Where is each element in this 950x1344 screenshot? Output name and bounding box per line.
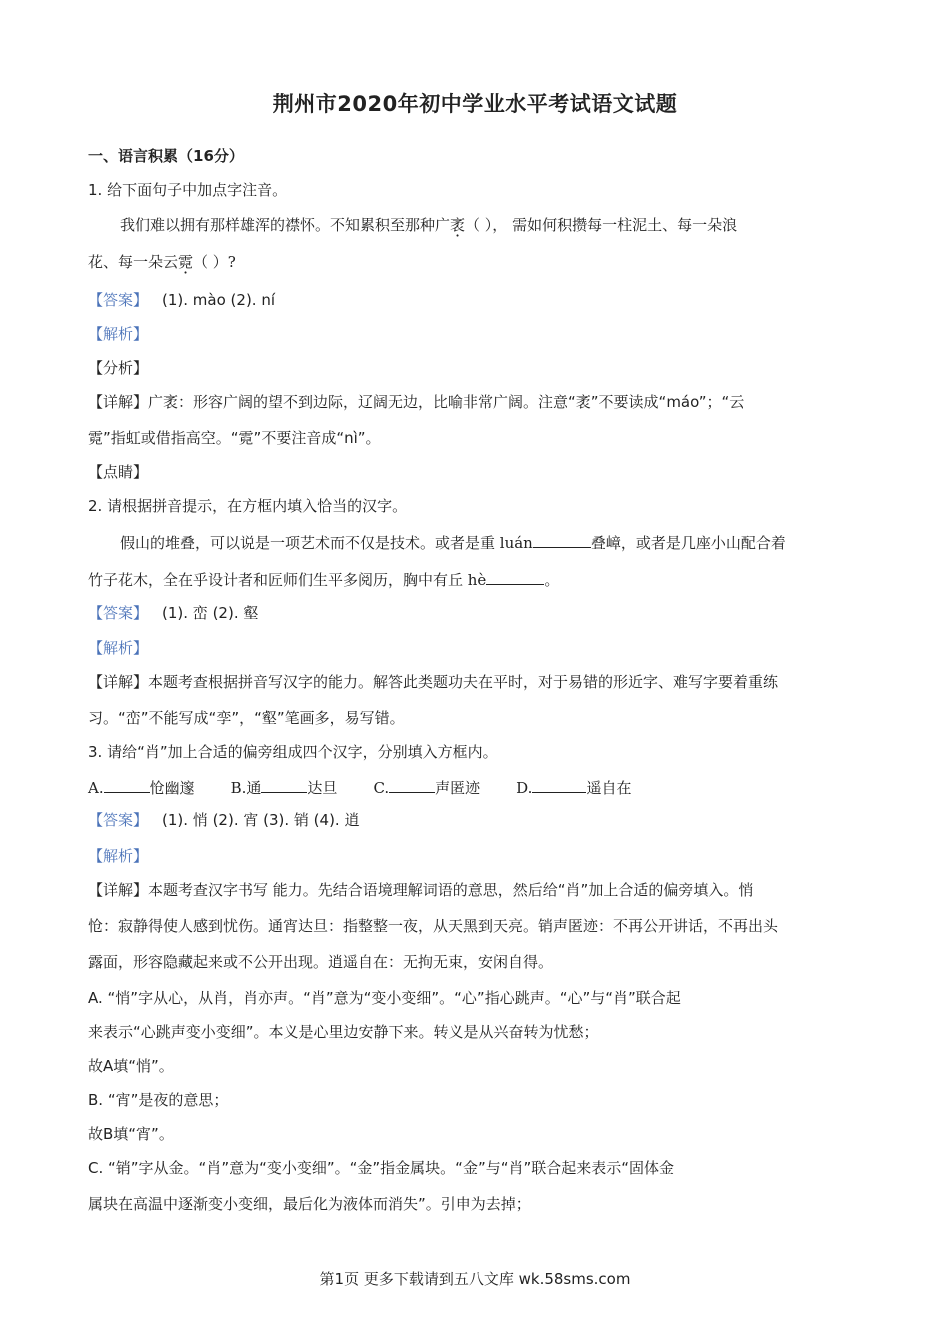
q1-detail-line2: 霓”指虹或借指高空。“霓”不要注音成“nì”。 [88, 429, 381, 447]
q2-jiexi-tag: 【解析】 [88, 639, 149, 657]
dotted-char-1: 袤 [450, 216, 466, 234]
answer-tag: 【答案】 [88, 291, 149, 309]
q3-b-line1: B. “宵”是夜的意思； [88, 1091, 229, 1109]
q1-answer: 【答案】 (1). mào (2). ní [88, 291, 276, 309]
q3-stem: 3. 请给“肖”加上合适的偏旁组成四个汉字，分别填入方框内。 [88, 743, 498, 761]
q2-answer: 【答案】 (1). 峦 (2). 壑 [88, 604, 259, 622]
q2-stem: 2. 请根据拼音提示，在方框内填入恰当的汉字。 [88, 497, 408, 515]
fill-blank-2 [486, 568, 544, 585]
q3-jiexi-tag: 【解析】 [88, 847, 149, 865]
q3-detail-line3: 露面，形容隐藏起来或不公开出现。逍遥自在：无拘无束，安闲自得。 [88, 953, 554, 971]
q1-stem: 1. 给下面句子中加点字注音。 [88, 181, 288, 199]
q1-passage-line2: 花、每一朵云霓（ ）? [88, 253, 236, 271]
option-b: B.通 达旦 [231, 779, 338, 797]
q3-detail-line1: 【详解】本题考查汉字书写 能力。先结合语境理解词语的意思，然后给“肖”加上合适的偏旁填入。悄 [88, 881, 754, 899]
q3-answer: 【答案】 (1). 悄 (2). 宵 (3). 销 (4). 逍 [88, 811, 360, 829]
q3-a-line1: A. “悄”字从心，从肖，肖亦声。“肖”意为“变小变细”。“心”指心跳声。“心”与“肖”联合起 [88, 989, 681, 1007]
q1-dianjing: 【点睛】 [88, 463, 149, 481]
q2-passage-line2: 竹子花木，全在乎设计者和匠师们生平多阅历，胸中有丘 hè 。 [88, 568, 559, 590]
dotted-char-2: 霓 [178, 253, 194, 271]
q3-c-line1: C. “销”字从金。“肖”意为“变小变细”。“金”指金属块。“金”与“肖”联合起来表示“固体金 [88, 1159, 675, 1177]
q3-b-line2: 故B填“宵”。 [88, 1125, 174, 1143]
q3-c-line2: 属块在高温中逐渐变小变细，最后化为液体而消失”。引申为去掉； [88, 1195, 531, 1213]
q2-passage-line1: 假山的堆叠，可以说是一项艺术而不仅是技术。或者是重 luán 叠嶂，或者是几座小山配合着 [120, 531, 786, 553]
q3-a-line3: 故A填“悄”。 [88, 1057, 174, 1075]
q3-detail-line2: 怆：寂静得使人感到忧伤。通宵达旦：指整整一夜，从天黑到天亮。销声匿迹：不再公开讲话，不再出头 [88, 917, 779, 935]
q3-options [88, 776, 631, 798]
q2-detail-line2: 习。“峦”不能写成“孪”，“壑”笔画多，易写错。 [88, 709, 405, 727]
q1-passage-line1: 我们难以拥有那样雄浑的襟怀。不知累积至那种广袤（ ）， 需如何积攒每一柱泥土、每一朵浪 [120, 216, 738, 234]
page-footer: 第1页 更多下载请到五八文库 wk.58sms.com [319, 1270, 631, 1288]
q1-fenxi: 【分析】 [88, 359, 149, 377]
section-heading: 一、语言积累（16分） [88, 147, 244, 165]
q3-a-line2: 来表示“心跳声变小变细”。本义是心里边安静下来。转义是从兴奋转为忧愁； [88, 1023, 599, 1041]
page-title: 荆州市2020年初中学业水平考试语文试题 [272, 92, 678, 116]
answer-tag: 【答案】 [88, 604, 149, 622]
option-a: A. 怆幽邃 [88, 779, 195, 797]
answer-tag: 【答案】 [88, 811, 149, 829]
option-c: C. 声匿迹 [373, 779, 480, 797]
q1-jiexi-tag: 【解析】 [88, 325, 149, 343]
q1-detail-line1: 【详解】广袤：形容广阔的望不到边际，辽阔无边，比喻非常广阔。注意“袤”不要读成“máo”；“云 [88, 393, 745, 411]
option-d: D. 遥自在 [516, 779, 631, 797]
fill-blank-1 [533, 531, 591, 548]
q2-detail-line1: 【详解】本题考查根据拼音写汉字的能力。解答此类题功夫在平时，对于易错的形近字、难写字要着重练 [88, 673, 779, 691]
